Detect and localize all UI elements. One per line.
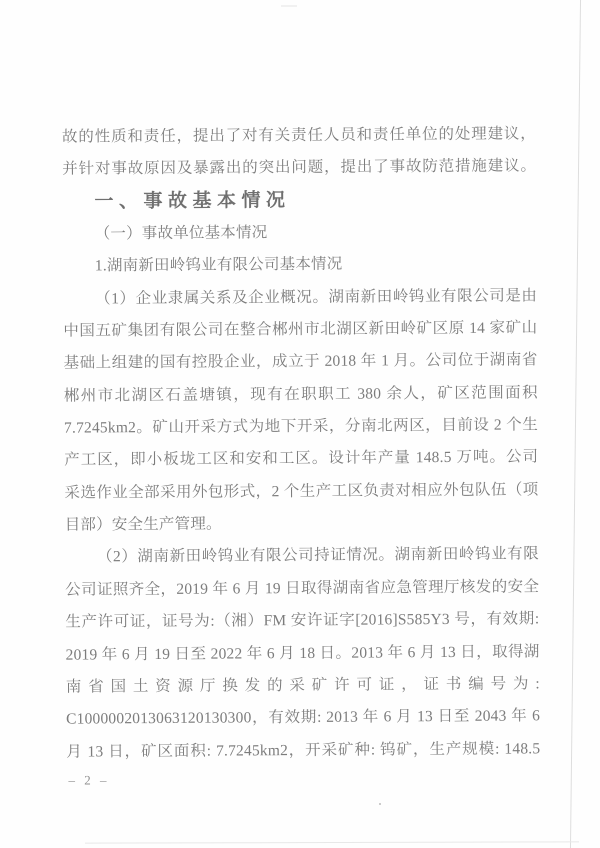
- subsection-heading: （一）事故单位基本情况: [94, 224, 268, 243]
- text-line: 采选作业全部采用外包形式，2 个生产工区负责对相应外包队伍（项: [64, 481, 539, 502]
- text-line: 公司证照齐全，2019 年 6 月 19 日取得湖南省应急管理厅核发的安全: [65, 578, 540, 599]
- text-line: 7.7245km2。矿山开采方式为地下开采，分南北两区，目前设 2 个生: [63, 416, 539, 437]
- text-line: 产工区，即小板垅工区和安和工区。设计年产量 148.5 万吨。公司: [64, 448, 539, 470]
- text-line: 南省国土资源厅换发的采矿许可证，证书编号为:: [65, 675, 540, 696]
- text-line: 2019 年 6 月 19 日至 2022 年 6 月 18 日。2013 年 6 月 13 日，取得湖: [65, 642, 540, 664]
- section-heading: 一、事故基本情况: [94, 189, 291, 213]
- text-line: 并针对事故原因及暴露出的突出问题，提出了事故防范措施建议。: [62, 157, 537, 178]
- text-line: 中国五矿集团有限公司在整合郴州市北湖区新田岭矿区原 14 家矿山: [63, 319, 538, 340]
- text-line: 故的性质和责任，提出了对有关责任人员和责任单位的处理建议，: [61, 125, 537, 146]
- text-line: 生产许可证，证号为:（湘）FM 安许证字[2016]S585Y3 号，有效期:: [65, 610, 540, 631]
- page-number: – 2 –: [68, 772, 110, 788]
- scan-speck: [379, 803, 381, 805]
- text-line: 郴州市北湖区石盖塘镇，现有在职职工 380 余人，矿区范围面积: [63, 384, 538, 405]
- scan-smudge: [281, 5, 297, 7]
- text-line: 基础上组建的国有控股企业，成立于 2018 年 1 月。公司位于湖南省: [63, 351, 538, 373]
- text-line: C1000002013063120130300，有效期: 2013 年 6 月 13 日至 2043 年 6: [65, 707, 541, 728]
- text-line: （1）企业隶属关系及企业概况。湖南新田岭钨业有限公司是由: [95, 287, 538, 308]
- text-line: 月 13 日，矿区面积: 7.7245km2，开采矿种: 钨矿，生产规模: 148.5: [66, 739, 541, 761]
- text-line: 目部）安全生产管理。: [64, 515, 222, 534]
- text-block: [62, 118, 541, 768]
- text-line: （2）湖南新田岭钨业有限公司持证情况。湖南新田岭钨业有限: [96, 545, 539, 566]
- item-heading: 1.湖南新田岭钨业有限公司基本情况: [94, 256, 343, 275]
